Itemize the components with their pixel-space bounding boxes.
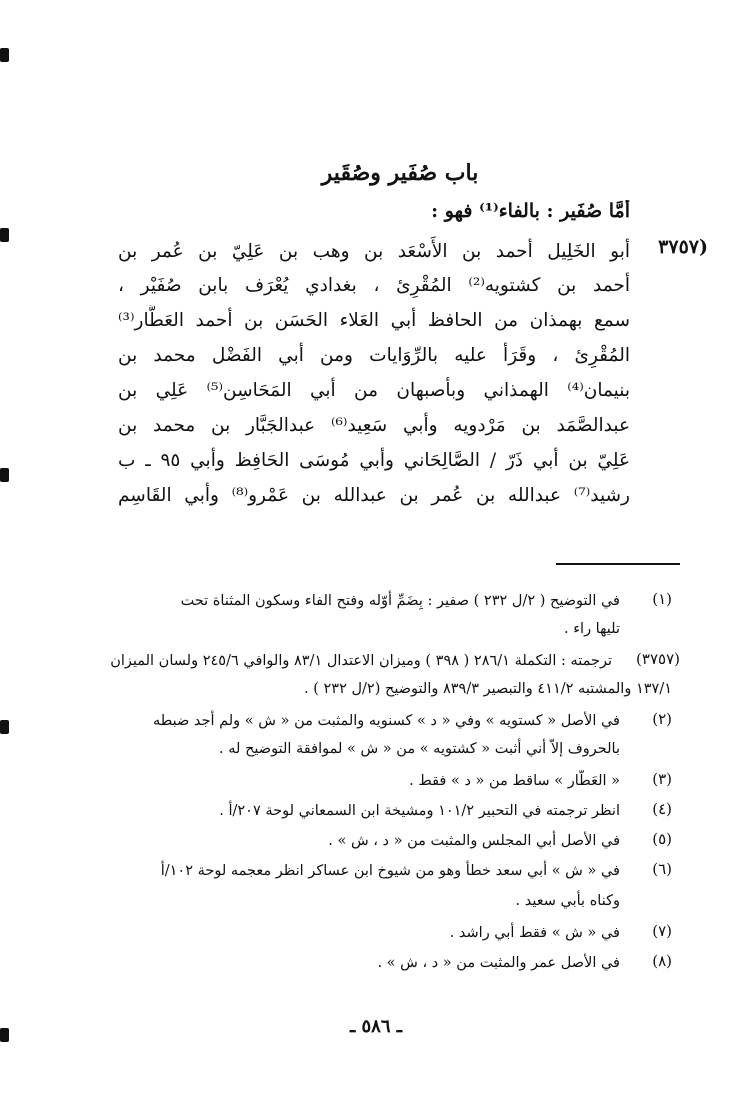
- entry-number: (٣٧٥٧: [658, 236, 708, 258]
- footnote-line: في « ش » فقط أبي راشد .: [449, 925, 620, 941]
- entry-line: سمع بهمذان من الحافظ أبي العَلاء الحَسَن بن أحمد العَطَّار⁽³⁾: [118, 310, 630, 331]
- scan-edge-mark: [0, 228, 9, 242]
- entry-line: عبدالصَّمَد بن مَرْدويه وأبي سَعِيد⁽⁶⁾ عبدالجَبَّار بن محمد بن: [118, 415, 630, 436]
- scan-edge-mark: [0, 48, 9, 62]
- footnote-number: (٦): [652, 860, 672, 878]
- footnote-line: ١٣٧/١ والمشتبه ٤١١/٢ والتبصير ٨٣٩/٣ والتوضيح (٢/ل ٢٣٢ ) .: [304, 681, 672, 697]
- footnote-line: ترجمته : التكملة ٢٨٦/١ ( ٣٩٨ ) وميزان الاعتدال ٨٣/١ والوافي ٢٤٥/٦ ولسان الميزان: [110, 653, 612, 669]
- footnote-line: بالحروف إلاّ أني أثبت « كشتويه » من « ش » لموافقة التوضيح له .: [219, 741, 620, 757]
- chapter-title: باب صُفَير وصُقَير: [321, 160, 479, 186]
- footnote-number: (٧): [652, 922, 672, 940]
- footnote-line: تليها راء .: [564, 621, 620, 637]
- entry-line: عَلِيّ بن أبي ذَرّ / الصَّالِحَاني وأبي مُوسَى الحَافِظ وأبي ٩٥ ـ ب: [118, 450, 630, 471]
- footnote-number: (٥): [652, 830, 672, 848]
- footnote-line: في الأصل عمر والمثبت من « د ، ش » .: [377, 955, 620, 971]
- footnote-number: (٣): [652, 770, 672, 788]
- footnote-line: انظر ترجمته في التحبير ١٠١/٢ ومشيخة ابن السمعاني لوحة ٢٠٧/أ .: [219, 803, 620, 819]
- footnote-line: في « ش » أبي سعد خطأ وهو من شيوخ ابن عساكر انظر معجمه لوحة ١٠٢/أ: [160, 863, 620, 879]
- footnote-number: (٤): [652, 800, 672, 818]
- footnote-number: (٢): [652, 710, 672, 728]
- page-number: ـ ٥٨٦ ـ: [349, 1016, 403, 1037]
- footnote-line: « العَطَّار » ساقط من « د » فقط .: [409, 773, 620, 789]
- scan-edge-mark: [0, 1028, 9, 1042]
- entry-line: أحمد بن كشتويه⁽²⁾ المُقْرِئ ، بغدادي يُعْرَف بابن صُفَيْر ،: [118, 275, 630, 296]
- scan-edge-mark: [0, 468, 9, 482]
- entry-line: أبو الخَلِيل أحمد بن الأَسْعَد بن وهب بن عَلِيّ بن عُمر بن: [118, 241, 630, 262]
- section-subtitle: أَمَّا صُفَير : بالفاء⁽¹⁾ فهو :: [431, 200, 630, 222]
- footnote-line: في الأصل « كستويه » وفي « د » كسنويه والمثبت من « ش » ولم أجد ضبطه: [152, 713, 620, 729]
- footnote-line: في التوضيح ( ٢/ل ٢٣٢ ) صفير : بِضَمِّ أوّله وفتح الفاء وسكون المثناة تحت: [180, 593, 620, 609]
- footnote-separator: [556, 563, 680, 565]
- scan-edge-mark: [0, 720, 9, 734]
- footnote-line: في الأصل أبي المجلس والمثبت من « د ، ش » .: [328, 833, 620, 849]
- entry-line: المُقْرِئ ، وقَرَأ عليه بالرِّوَايات ومن أبي الفَضْل محمد بن: [118, 345, 630, 366]
- footnote-number: (٨): [652, 952, 672, 970]
- footnote-line: وكناه بأبي سعيد .: [515, 893, 620, 909]
- footnote-number: (٣٧٥٧): [636, 650, 680, 668]
- entry-line: رشيد⁽⁷⁾ عبدالله بن عُمر بن عبدالله بن عَمْرو⁽⁸⁾ وأبي القَاسِم: [118, 485, 630, 506]
- entry-line: بنيمان⁽⁴⁾ الهمذاني وبأصبهان من أبي المَحَاسِن⁽⁵⁾ عَلِي بن: [118, 380, 630, 401]
- footnote-number: (١): [652, 590, 672, 608]
